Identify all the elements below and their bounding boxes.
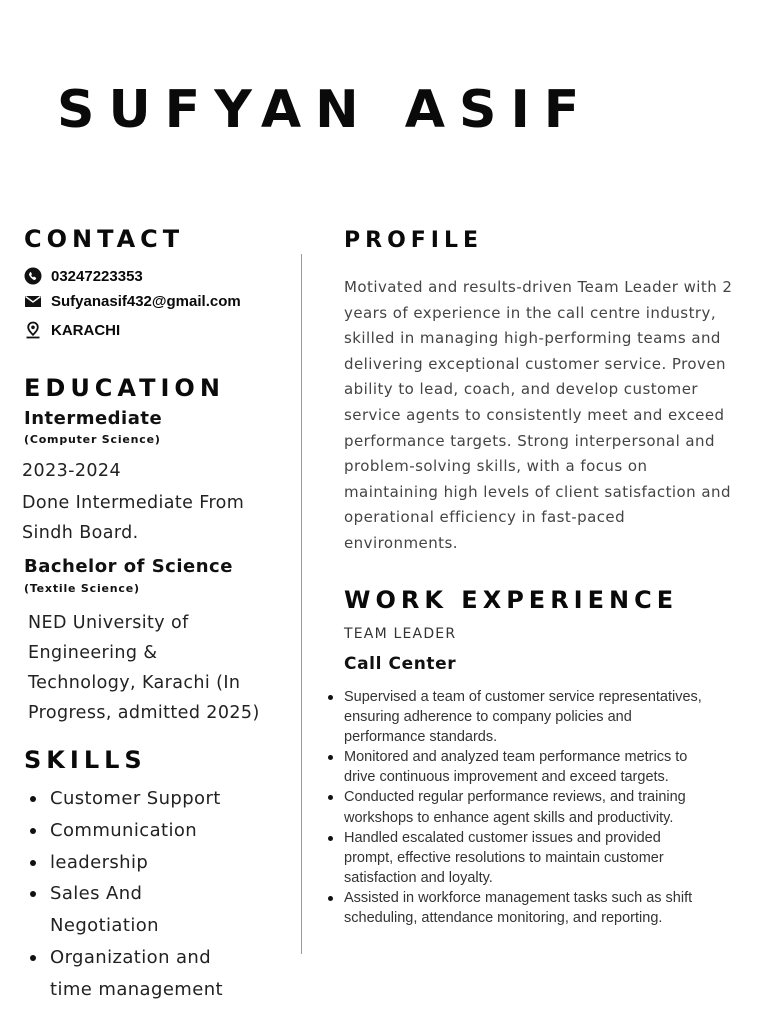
work-experience-heading: WORK EXPERIENCE xyxy=(344,586,679,614)
education-heading: EDUCATION xyxy=(24,374,225,402)
profile-heading: PROFILE xyxy=(344,228,484,253)
education-entry-title: Intermediate xyxy=(24,408,163,429)
profile-summary: Motivated and results-driven Team Leader with 2 years of experience in the call centre industry, skilled in managing high-performing teams and delivering exceptional customer service. Proven ability to lead, coach, and develop customer service agents to consistently meet and exceed performance targets. Strong interpersonal and problem-solving skills, with a focus on maintaining high levels of client satisfaction and operational efficiency in fast-paced environments. xyxy=(344,278,733,552)
skills-list xyxy=(22,783,300,1006)
education-entry-years: 2023-2024 xyxy=(22,461,121,481)
email-address: Sufyanasif432@gmail.com xyxy=(51,292,241,310)
phone-icon xyxy=(24,267,42,285)
duty-item: Handled escalated customer issues and provided prompt, effective resolutions to maintain customer satisfaction and loyalty. xyxy=(344,828,706,888)
education-entry-description: NED University of Engineering & Technology, Karachi (In Progress, admitted 2025) xyxy=(28,613,260,723)
skill-item: Customer Support xyxy=(50,783,300,815)
duty-item: Assisted in workforce management tasks such as shift scheduling, attendance monitoring, and reporting. xyxy=(344,888,706,928)
duties-list xyxy=(344,687,706,928)
skill-item: Organization and time management xyxy=(50,942,235,1006)
job-title: TEAM LEADER xyxy=(344,626,457,642)
location-pin-icon xyxy=(24,321,42,339)
education-entry-title: Bachelor of Science xyxy=(24,556,233,577)
duty-item: Monitored and analyzed team performance metrics to drive continuous improvement and exceed targets. xyxy=(344,747,706,787)
skill-item: leadership xyxy=(50,847,300,879)
skills-heading: SKILLS xyxy=(24,746,147,774)
right-column xyxy=(300,0,768,1024)
phone-number: 03247223353 xyxy=(51,267,143,285)
skill-item: Sales And Negotiation xyxy=(50,878,200,942)
contact-email xyxy=(24,291,241,311)
duty-item: Conducted regular performance reviews, and training workshops to enhance agent skills and productivity. xyxy=(344,787,706,827)
company-name: Call Center xyxy=(344,654,457,674)
location-text: KARACHI xyxy=(51,321,121,339)
resume-name: SUFYAN ASIF xyxy=(57,80,594,140)
contact-heading: CONTACT xyxy=(24,225,185,253)
education-entry-description: Done Intermediate From Sindh Board. xyxy=(22,493,245,543)
skill-item: Communication xyxy=(50,815,300,847)
education-entry-field: (Textile Science) xyxy=(24,582,140,595)
contact-phone xyxy=(24,266,143,286)
contact-location xyxy=(24,320,120,340)
left-column xyxy=(0,0,300,1024)
mail-icon xyxy=(24,292,42,310)
duty-item: Supervised a team of customer service representatives, ensuring adherence to company policies and performance standards. xyxy=(344,687,706,747)
education-entry-field: (Computer Science) xyxy=(24,433,161,446)
